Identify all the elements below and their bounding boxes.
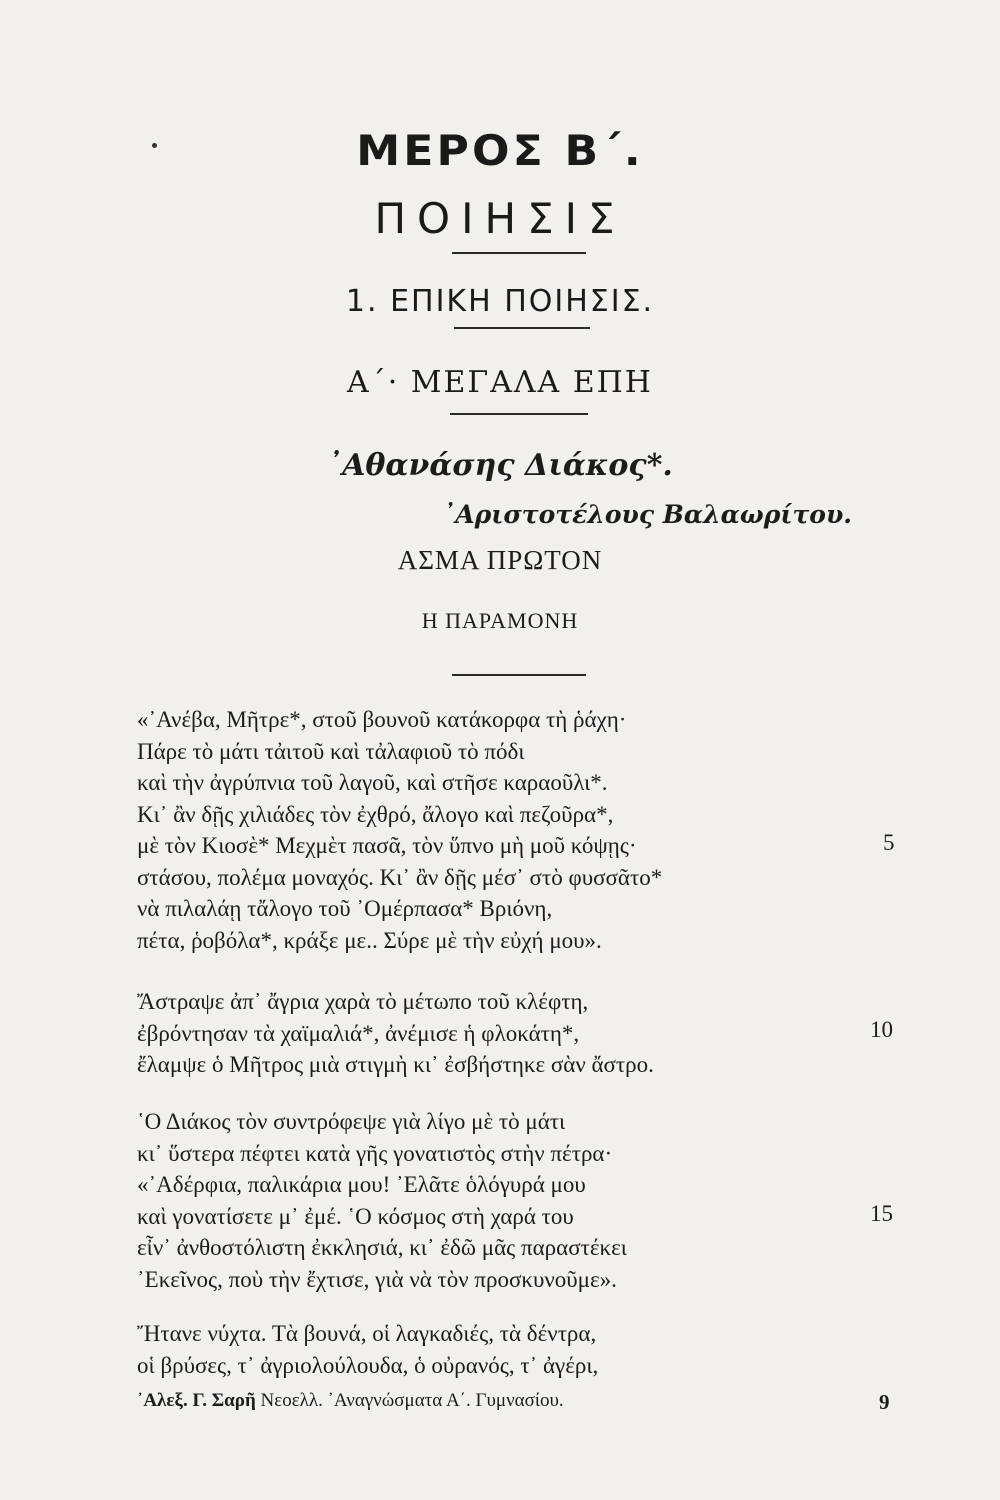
song-heading: ΑΣΜΑ ΠΡΩΤΟΝ xyxy=(397,545,603,575)
verse-line: ῾Ο Διάκος τὸν συντρόφεψε γιὰ λίγο μὲ τὸ μάτι xyxy=(137,1109,566,1134)
section-heading: 1. ΕΠΙΚΗ ΠΟΙΗΣΙΣ. xyxy=(345,284,655,319)
footer-book-title: Νεοελλ. ᾿Αναγνώσματα Α΄. Γυμνασίου. xyxy=(260,1390,564,1411)
verse-line: οἱ βρύσες, τ᾿ ἀγριολούλουδα, ὁ οὐρανός, τ᾿ ἀγέρι, xyxy=(137,1352,599,1378)
footer-author: ᾿Αλεξ. Γ. Σαρῆ xyxy=(137,1390,256,1411)
verse-line: κι᾿ ὕστερα πέφτει κατὰ γῆς γονατιστὸς στὴν πέτρα· xyxy=(137,1140,613,1166)
verse-line: ἔλαμψε ὁ Μῆτρος μιὰ στιγμὴ κι᾿ ἐσβήστηκε σὰν ἄστρο. xyxy=(137,1052,654,1077)
stanza xyxy=(137,1106,627,1295)
line-number: 10 xyxy=(870,1017,893,1042)
divider-rule xyxy=(450,413,588,415)
genre-heading: ΠΟΙΗΣΙΣ xyxy=(374,194,626,243)
verse-line: καὶ τὴν ἀγρύπνια τοῦ λαγοῦ, καὶ στῆσε καραοῦλι*. xyxy=(137,770,608,795)
page-footer xyxy=(137,1390,564,1412)
verse-line: Ἄστραψε ἀπ᾿ ἄγρια χαρὰ τὸ μέτωπο τοῦ κλέφτη, xyxy=(137,989,589,1014)
verse-line: ἐβρόντησαν τὰ χαϊμαλιά*, ἀνέμισε ἡ φλοκάτη*, xyxy=(137,1020,580,1046)
verse-line: πέτα, ῥοβόλα*, κράξε με.. Σύρε μὲ τὴν εὐχή μου». xyxy=(137,927,602,953)
verse-line: «᾿Ανέβα, Μῆτρε*, στοῦ βουνοῦ κατάκορφα τὴ ῥάχη· xyxy=(137,707,627,732)
divider-rule xyxy=(452,252,586,254)
subsection-heading: Α΄· ΜΕΓΑΛΑ ΕΠΗ xyxy=(347,365,653,400)
stanza xyxy=(137,986,654,1081)
verse-line: στάσου, πολέμα μοναχός. Κι᾿ ἂν δῇς μέσ᾿ στὸ φυσσᾶτο* xyxy=(137,864,663,890)
verse-line: ᾿Εκεῖνος, ποὺ τὴν ἔχτισε, γιὰ νὰ τὸν προσκυνοῦμε». xyxy=(137,1266,617,1292)
verse-line: Κι᾿ ἂν δῇς χιλιάδες τὸν ἐχθρό, ἄλογο καὶ πεζοῦρα*, xyxy=(137,801,614,827)
verse-line: Ἤτανε νύχτα. Τὰ βουνά, οἱ λαγκαδιές, τὰ δέντρα, xyxy=(137,1321,597,1346)
verse-line: Πάρε τὸ μάτι τἀιτοῦ καὶ τἀλαφιοῦ τὸ πόδι xyxy=(137,738,525,764)
verse-line: εἶν᾿ ἀνθοστόλιστη ἐκκλησιά, κι᾿ ἐδῶ μᾶς παραστέκει xyxy=(137,1235,627,1260)
divider-rule xyxy=(452,674,586,676)
poem-title: ᾿Αθανάσης Διάκος*. xyxy=(327,448,673,483)
stanza xyxy=(137,1318,598,1381)
divider-rule xyxy=(454,327,590,329)
page-number: 9 xyxy=(879,1390,890,1414)
part-heading: ΜΕΡΟΣ Β΄. xyxy=(356,126,644,175)
song-subtitle: Η ΠΑΡΑΜΟΝΗ xyxy=(421,608,579,633)
verse-line: νὰ πιλαλάῃ τἄλογο τοῦ ᾿Ομέρπασα* Βριόνη, xyxy=(137,896,553,921)
poem-author: ᾿Αριστοτέλους Βαλαωρίτου. xyxy=(442,500,852,529)
verse-line: καὶ γονατίσετε μ᾿ ἐμέ. ῾Ο κόσμος στὴ χαρά του xyxy=(137,1203,574,1229)
verse-line: «᾿Αδέρφια, παλικάρια μου! ᾿Ελᾶτε ὁλόγυρά μου xyxy=(137,1172,586,1197)
line-number: 15 xyxy=(870,1201,893,1226)
line-number: 5 xyxy=(883,830,895,855)
verse-line: μὲ τὸν Κιοσὲ* Μεχμὲτ πασᾶ, τὸν ὕπνο μὴ μοῦ κόψῃς· xyxy=(137,833,637,858)
stanza xyxy=(137,704,662,956)
